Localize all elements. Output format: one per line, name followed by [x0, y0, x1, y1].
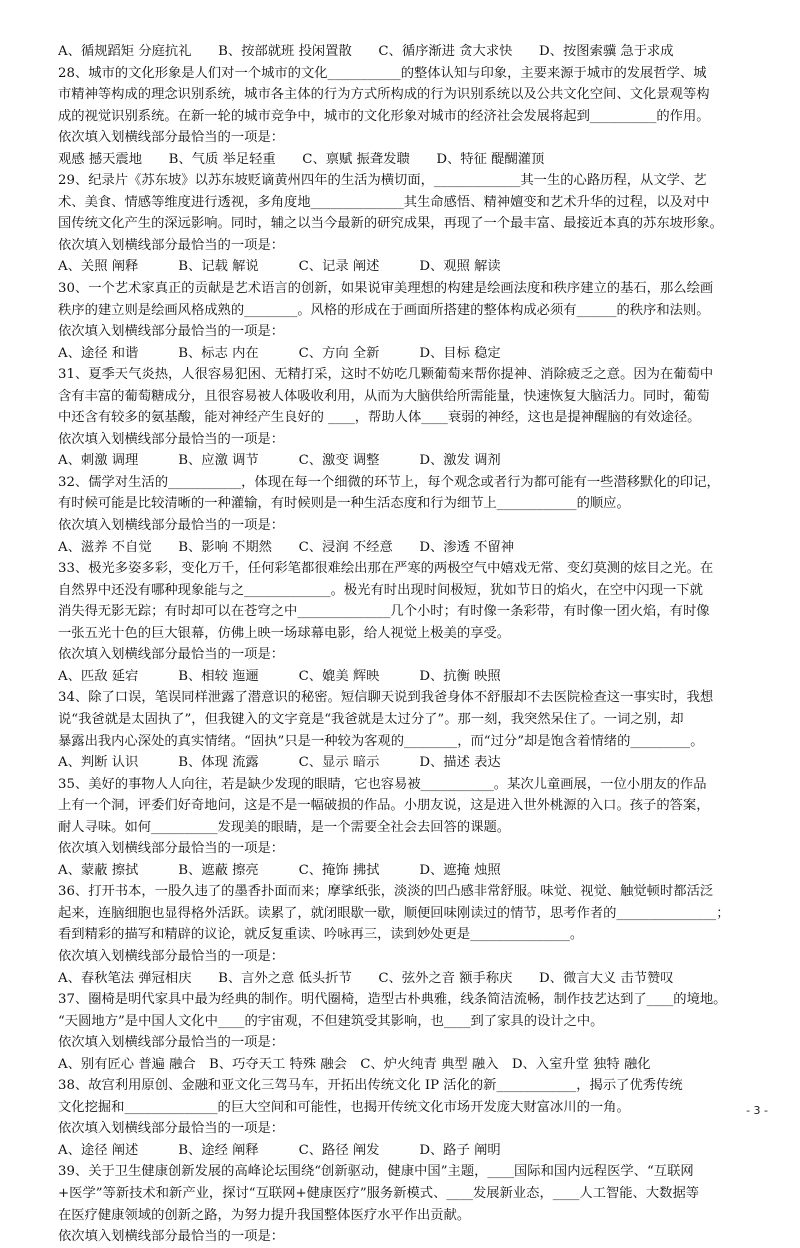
text-line: 起来，连脑细胞也显得格外活跃。读累了，就闭眼歇一歇，顺便回味刚读过的情节，思考作者的_______________；: [58, 905, 730, 921]
text-line: 36、打开书本，一股久违了的墨香扑面而来；摩挲纸张，淡淡的凹凸感非常舒服。味觉、视觉、触觉顿时都活泛: [58, 884, 714, 900]
text-line: 32、儒学对生活的___________，体现在每一个细微的环节上，每个观念或者行为都可能有一些潜移默化的印记，: [58, 474, 720, 490]
text-line: A、蒙蔽 擦拭 B、遮蔽 擦亮 C、掩饰 拂拭 D、遮掩 烛照: [58, 862, 501, 878]
text-line: 成的视觉识别系统。在新一轮的城市竞争中，城市的文化形象对城市的经济社会发展将起到__________的作用。: [58, 108, 710, 124]
text-line: 含有丰富的葡萄糖成分，且很容易被人体吸收利用，从而为大脑供给所需能量，快速恢复大脑活力。同时，葡萄: [58, 388, 710, 404]
text-line: “天圆地方”是中国人文化中____的宇宙观，不但建筑受其影响，也____到了家具的设计之中。: [58, 1013, 604, 1029]
text-line: 31、夏季天气炎热，人很容易犯困、无精打采，这时不妨吃几颗葡萄来帮你提神、消除疲乏之意。因为在葡萄中: [58, 367, 714, 383]
text-line: A、匹敌 延宕 B、相较 迤逦 C、媲美 辉映 D、抗衡 映照: [58, 668, 501, 684]
text-line: A、滋养 不自觉 B、影响 不期然 C、浸润 不经意 D、渗透 不留神: [58, 539, 515, 555]
text-line: A、关照 阐释 B、记载 解说 C、记录 阐述 D、观照 解读: [58, 259, 501, 275]
text-line: 29、纪录片《苏东坡》以苏东坡贬谪黄州四年的生活为横切面，_____________其一生的心路历程，从文学、艺: [58, 173, 707, 189]
text-line: 依次填入划横线部分最恰当的一项是：: [58, 518, 285, 534]
text-line: 35、美好的事物人人向往，若是缺少发现的眼睛，它也容易被___________。某次儿童画展，一位小朋友的作品: [58, 776, 707, 792]
text-line: 国传统文化产生的深远影响。同时，辅之以当今最新的研究成果，再现了一个最丰富、最接近本真的苏东坡形象。: [58, 216, 723, 232]
text-line: 看到精彩的描写和精辟的议论，就反复重读、吟咏再三，读到妙处更是_______________。: [58, 927, 584, 943]
text-line: 37、圈椅是明代家具中最为经典的制作。明代圈椅，造型古朴典雅，线条简洁流畅，制作技艺达到了____的境地。: [58, 992, 727, 1008]
text-line: 暴露出我内心深处的真实情绪。“固执”只是一种较为客观的________，而“过分”却是饱含着情绪的_________。: [58, 733, 704, 749]
text-line: A、循规蹈矩 分庭抗礼 B、按部就班 投闲置散 C、循序渐进 贪大求快 D、按图索骥 急于求成: [58, 44, 674, 59]
text-line: +医学”等新技术和新产业，探讨“互联网+健康医疗”服务新模式、____发展新业态，____人工智能、大数据等: [58, 1185, 700, 1201]
text-line: 依次填入划横线部分最恰当的一项是：: [58, 1121, 285, 1137]
text-line: 28、城市的文化形象是人们对一个城市的文化___________的整体认知与印象，主要来源于城市的发展哲学、城: [58, 65, 707, 81]
text-line: A、春秋笔法 弹冠相庆 B、言外之意 低头折节 C、弦外之音 额手称庆 D、微言大义 击节赞叹: [58, 970, 674, 986]
text-line: 38、故宫利用原创、金融和亚文化三驾马车，开拓出传统文化 IP 活化的新____________，揭示了优秀传统: [58, 1078, 683, 1094]
text-line: 在医疗健康领域的创新之路，为努力提升我国整体医疗水平作出贡献。: [58, 1207, 471, 1223]
text-line: 说“我爸就是太固执了”，但我键入的文字竟是“我爸就是太过分了”。那一刻，我突然呆住了。一词之别，却: [58, 711, 684, 727]
text-line: 39、关于卫生健康创新发展的高峰论坛围绕“创新驱动，健康中国”主题，____国际和国内远程医学、“互联网: [58, 1164, 694, 1180]
page-number: - 3 -: [746, 1104, 768, 1117]
text-line: A、判断 认识 B、体现 流露 C、显示 暗示 D、描述 表达: [58, 755, 501, 771]
text-line: 依次填入划横线部分最恰当的一项是：: [58, 1035, 285, 1051]
text-line: 市精神等构成的理念识别系统，城市各主体的行为方式所构成的行为识别系统以及公共文化空间、文化景观等构: [58, 87, 710, 103]
text-line: 一张五光十色的巨大银幕，仿佛上映一场球幕电影，给人视觉上极美的享受。: [58, 625, 511, 641]
text-line: A、别有匠心 普遍 融合 B、巧夺天工 特殊 融会 C、炉火纯青 典型 融入 D、入室升堂 独特 融化: [58, 1056, 651, 1072]
text-line: 依次填入划横线部分最恰当的一项是：: [58, 324, 285, 340]
text-line: 观感 撼天震地 B、气质 举足轻重 C、禀赋 振聋发聩 D、特征 醍醐灌顶: [58, 151, 545, 167]
text-line: 文化挖掘和______________的巨大空间和可能性，也揭开传统文化市场开发庞大财富冰川的一角。: [58, 1099, 630, 1115]
text-line: 依次填入划横线部分最恰当的一项是：: [58, 237, 285, 253]
text-line: 自然界中还没有哪种现象能与之_____________。极光有时出现时间极短，犹如节日的焰火，在空中闪现一下就: [58, 582, 703, 598]
text-line: 依次填入划横线部分最恰当的一项是：: [58, 431, 285, 447]
text-line: 术、美食、情感等维度进行透视，多角度地______________其生命感悟、精神嬗变和艺术升华的过程，以及对中: [58, 194, 710, 210]
text-line: A、途径 和谐 B、标志 内在 C、方向 全新 D、目标 稳定: [58, 345, 501, 361]
text-line: 依次填入划横线部分最恰当的一项是：: [58, 647, 285, 663]
text-line: 30、一个艺术家真正的贡献是艺术语言的创新，如果说审美理想的构建是绘画法度和秩序建立的基石，那么绘画: [58, 281, 714, 297]
text-line: 34、除了口误，笔误同样泄露了潜意识的秘密。短信聊天说到我爸身体不舒服却不去医院检查这一事实时，我想: [58, 690, 714, 706]
text-line: 秩序的建立则是绘画风格成熟的________。风格的形成在于画面所搭建的整体构成必须有______的秩序和法则。: [58, 302, 710, 318]
text-line: A、刺激 调理 B、应激 调节 C、激变 调整 D、激发 调剂: [58, 453, 501, 469]
question-text-block: [58, 41, 770, 1248]
text-line: 依次填入划横线部分最恰当的一项是：: [58, 130, 285, 146]
text-line: A、途径 阐述 B、途经 阐释 C、路径 阐发 D、路子 阐明: [58, 1142, 501, 1158]
text-line: 依次填入划横线部分最恰当的一项是：: [58, 948, 285, 964]
text-line: 依次填入划横线部分最恰当的一项是：: [58, 841, 285, 857]
text-line: 依次填入划横线部分最恰当的一项是：: [58, 1229, 285, 1245]
text-line: 有时候可能是比较清晰的一种灌输，有时候则是一种生活态度和行为细节上____________的顺应。: [58, 496, 630, 512]
text-line: 耐人寻味。如何__________发现美的眼睛，是一个需要全社会去回答的课题。: [58, 819, 511, 835]
text-line: 33、极光多姿多彩，变化万千，任何彩笔都很难绘出那在严寒的两极空气中嬉戏无常、变幻莫测的炫目之光。在: [58, 561, 714, 577]
text-line: 中还含有较多的氨基酸，能对神经产生良好的 ____，帮助人体____衰弱的神经，这也是提神醒脑的有效途径。: [58, 410, 701, 426]
text-line: 消失得无影无踪；有时却可以在苍穹之中______________几个小时；有时像一条彩带，有时像一团火焰，有时像: [58, 604, 710, 620]
text-line: 上有一个洞，评委们好奇地问，这是不是一幅破损的作品。小朋友说，这是进入世外桃源的入口。孩子的答案，: [58, 798, 710, 814]
